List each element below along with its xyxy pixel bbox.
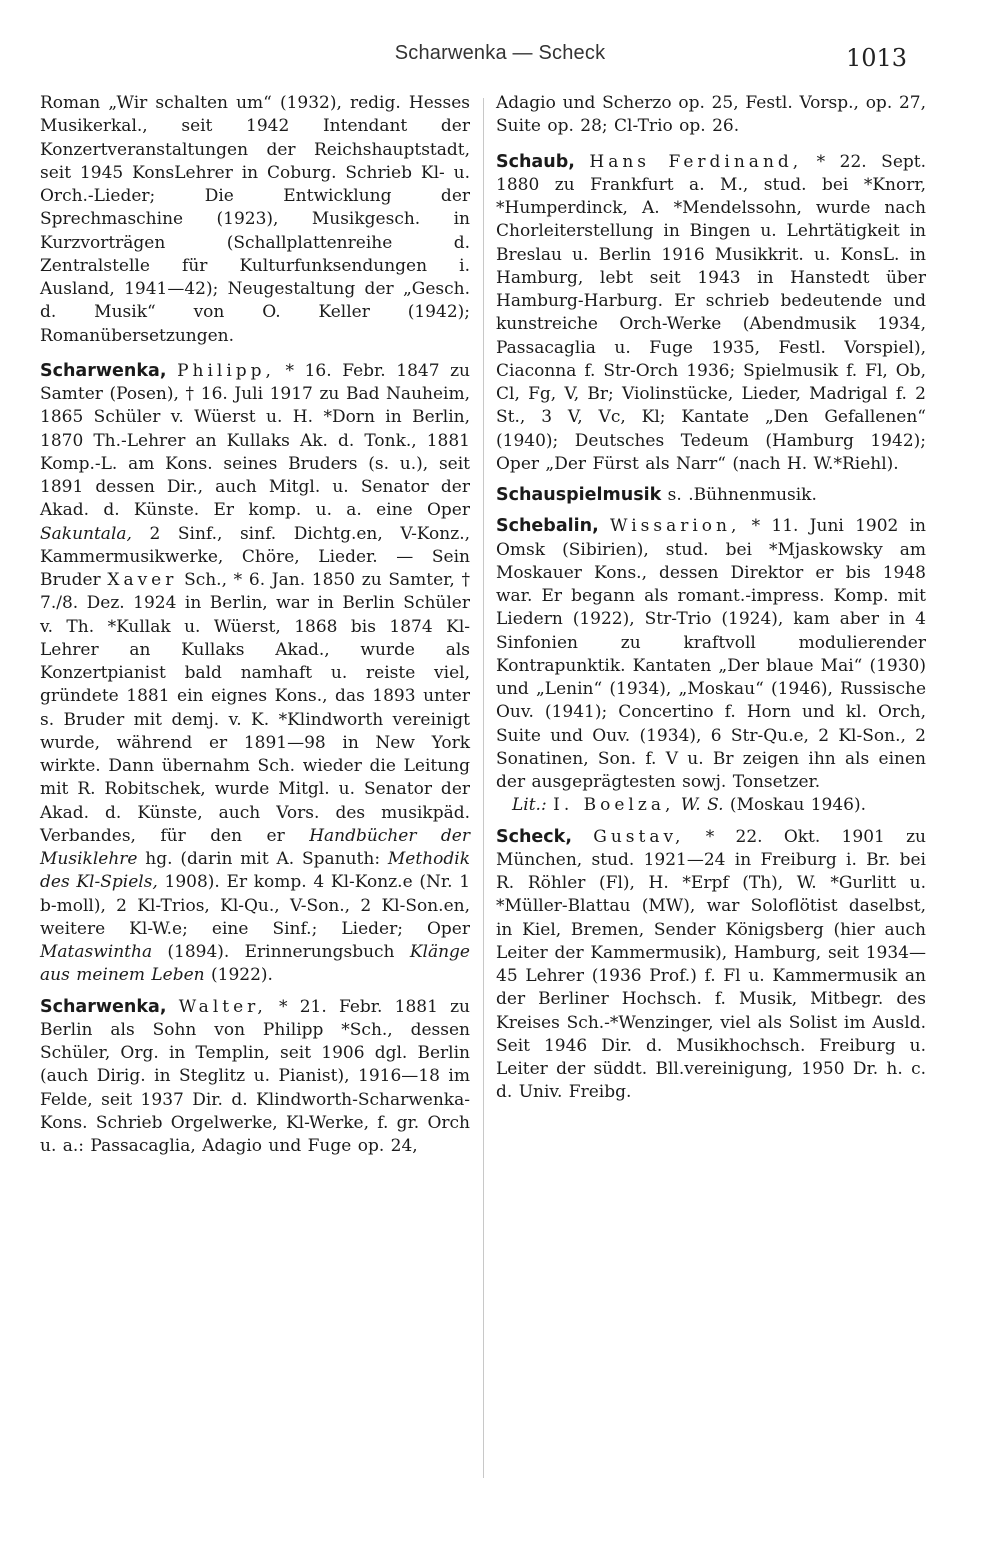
entry-text: (1922). [204,965,273,986]
work-title: Handbücher der Musiklehre [40,825,470,869]
entry-given-name: Philipp, [177,360,275,381]
work-title: Mataswintha [40,942,153,962]
entry-text: * 16. Febr. 1847 zu Samter (Posen), † 16. Juli 1917 zu Bad Nauheim, 1865 Schüler v. Wüerst u. H. *Dorn in Berlin, 1870 Th.-Lehrer an Kullaks Ak. d. Tonk., 1881 Komp.-L. am Kons. seines Bruders (s. u.), seit 1891 dessen Dir., auch Mitgl. u. Senator der Akad. d. Künste. Er komp. u. a. eine Oper [40,360,471,521]
entry-text: 1908). Er komp. 4 Kl-Konz.e (Nr. 1 b-moll), 2 Kl-Trios, Kl-Qu., V-Son., 2 Kl-Son.en, weitere Kl-W.e; eine Sinf.; Lieder; Oper [40,872,471,939]
entry-given-name: Gustav, [593,826,685,847]
entry-text: 2 Sinf., sinf. Dichtg.en, V-Konz., Kammermusikwerke, Chöre, Lieder. — Sein Bruder [40,523,470,590]
entry-text: * 22. Sept. 1880 zu Frankfurt a. M., stud. bei *Knorr, *Humperdinck, A. *Mendelssohn, wurde nach Chorleiterstellung in Bingen u. Lehrtätigkeit in Breslau u. Berlin 1916 Musikkrit. u. KonsL. in Hamburg, lebt seit 1943 in Hanstedt über Hamburg-Harburg. Er schrieb bedeutende und kunstreiche Orch-Werke (Abendmusik 1934, Passacaglia u. Fuge 1935, Festl. Vorspiel), Ciaconna f. Str-Orch 1936; Spielmusik f. Fl, Ob, Cl, Fg, V, Br; Violinstücke, Lieder, Madrigal f. 2 St., 3 V, Vc, Kl; Kantate „Den Gefallenen“ (1940); Deutsches Tedeum (Hamburg 1942); Oper „Der Fürst als Narr“ (nach H. W.*Riehl). [496,151,926,474]
entry-scheck [496,826,926,1105]
entry-text: (1894). Erinnerungsbuch [152,942,410,962]
entry-given-name: Xaver [107,570,178,590]
entry-headword: Schauspielmusik [496,485,662,505]
entry-schaub [496,151,926,477]
right-column [496,92,926,1113]
entry-headword: Schaub, [496,151,575,172]
entry-philipp-scharwenka [40,360,470,988]
literature-detail: (Moskau 1946). [723,795,867,816]
work-title: Klänge aus meinem Leben [40,942,470,986]
literature-title: W. S. [680,795,724,816]
entry-given-name: Hans Ferdinand, [589,151,803,172]
entry-text: * 11. Juni 1902 in Omsk (Sibirien), stud. bei *Mjaskowsky am Moskauer Kons., dessen Direktor er bis 1948 war. Er begann als romant.-impress. Komp. mit Liedern (1922), Str-Trio (1924), kam aber in 4 Sinfonien zu kraftvoll modulierender Kontrapunktik. Kantaten „Der blaue Mai“ (1930) und „Lenin“ (1934), „Moskau“ (1946), Russische Ouv. (1941); Concertino f. Horn und kl. Orch, Suite und Ouv. (1934), 6 Str-Qu.e, 2 Kl-Son., 2 Sonatinen, Son. f. V u. Br zeigen ihn als einen der ausgeprägtesten sowj. Tonsetzer. [496,516,926,792]
literature-author: I. Boelza, [553,795,675,816]
entry-text: hg. (darin mit A. Spanuth: [137,849,388,869]
continued-entry-text: Adagio und Scherzo op. 25, Festl. Vorsp., op. 27, Suite op. 28; Cl-Trio op. 26. [496,93,926,137]
entry-given-name: Walter, [178,996,267,1017]
literature-reference [496,795,866,815]
column-divider [483,98,484,1478]
work-title: Methodik des Kl-Spiels, [40,849,470,893]
entry-headword: Scheck, [496,826,572,847]
entry-given-name: Wissarion, [610,516,741,537]
left-column [40,92,470,1166]
entry-text: * 21. Febr. 1881 zu Berlin als Sohn von Philipp *Sch., dessen Schüler, Org. in Templin, seit 1906 dgl. Berlin (auch Dirig. in Steglitz u. Pianist), 1916—18 im Felde, seit 1937 Dir. d. Klindworth-Scharwenka-Kons. Schrieb Orgelwerke, Kl-Werke, f. gr. Orch u. a.: Passacaglia, Adagio und Fuge op. 24, [40,996,471,1156]
entry-text: s. .Bühnenmusik. [661,485,817,505]
entry-headword: Scharwenka, [40,996,167,1017]
literature-label: Lit.: [512,795,547,816]
entry-text: Sch., * 6. Jan. 1850 zu Samter, † 7./8. Dez. 1924 in Berlin, war in Berlin Schüler v. Th. *Kullak u. Wüerst, 1868 bis 1874 Kl-Lehrer an Kullaks Akad., wurde als Konzertpianist bald namhaft u. reiste viel, gründete 1881 ein eignes Kons., das 1893 unter s. Bruder mit demj. v. K. *Klindworth vereinigt wurde, während er 1891—98 in New York wirkte. Dann übernahm Sch. wieder die Leitung mit R. Robitschek, wurde Mitgl. u. Senator der Akad. d. Künste, auch Vors. des musikpäd. Verbandes, für den er [40,570,470,846]
work-title: Sakuntala, [40,523,132,544]
continued-entry-text: Roman „Wir schalten um“ (1932), redig. Hesses Musikerkal., seit 1942 Intendant der Konzertveranstaltungen der Reichshauptstadt, seit 1945 KonsLehrer in Coburg. Schrieb Kl- u. Orch.-Lieder; Die Entwicklung der Sprechmaschine (1923), Musikgesch. in Kurzvorträgen (Schallplattenreihe d. Zentralstelle für Kulturfunksendungen i. Ausland, 1941—42); Neugestaltung der „Gesch. d. Musik“ von O. Keller (1942); Romanübersetzungen. [40,93,470,346]
entry-schauspielmusik [496,484,926,507]
entry-text: * 22. Okt. 1901 zu München, stud. 1921—24 in Freiburg i. Br. bei R. Röhler (Fl), H. *Erpf (Th), W. *Gurlitt u. *Müller-Blattau (MW), war Soloflötist daselbst, in Kiel, Bremen, Sender Königsberg (hier auch Leiter der Kammermusik), Hamburg, seit 1934—45 Lehrer (1936 Prof.) f. Fl u. Kammermusik an der Berliner Hochsch. f. Musik, Mitbegr. des Kreises Sch.-*Wenzinger, viel als Solist im Ausld. Seit 1946 Dir. d. Musikhochsch. Freiburg u. Leiter der süddt. Bll.vereinigung, 1950 Dr. h. c. d. Univ. Freibg. [496,826,927,1103]
page-number: 1013 [846,44,908,72]
running-header: Scharwenka — Scheck [394,42,606,64]
entry-schebalin [496,515,926,817]
entry-headword: Scharwenka, [40,360,167,381]
entry-headword: Schebalin, [496,516,599,537]
entry-walter-scharwenka [40,996,470,1159]
